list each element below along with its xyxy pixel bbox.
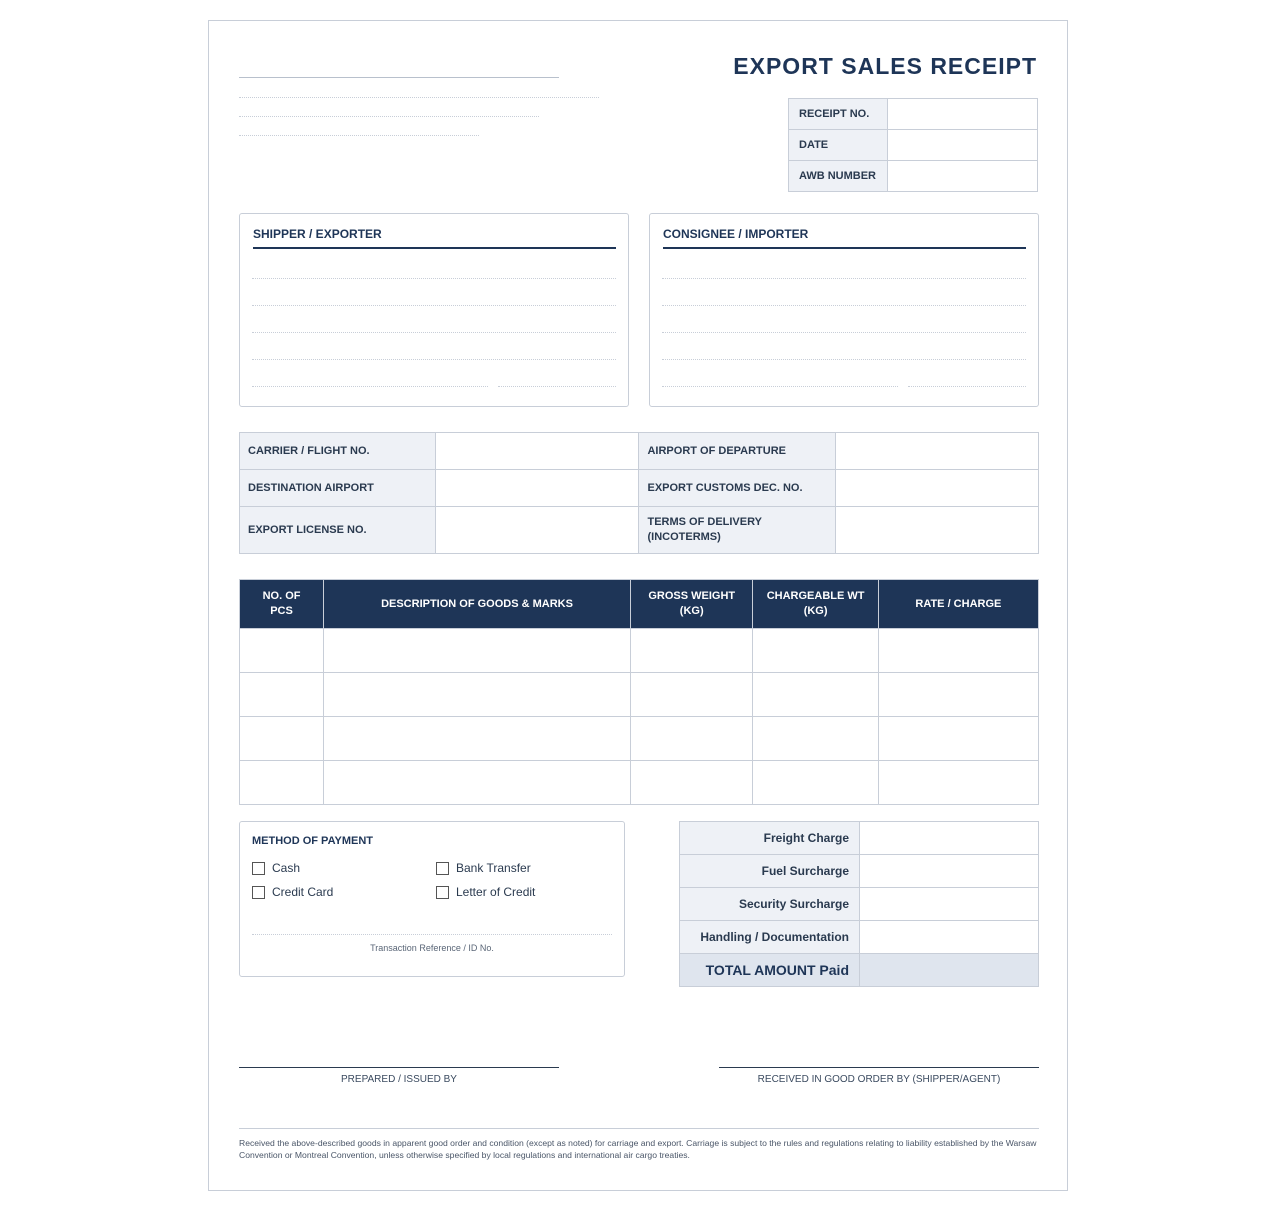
shipper-line[interactable] — [252, 278, 616, 279]
consignee-line[interactable] — [662, 359, 1026, 360]
terms-of-delivery-field[interactable] — [835, 507, 1038, 554]
table-cell[interactable] — [240, 761, 324, 805]
table-cell[interactable] — [631, 761, 753, 805]
company-contact-line[interactable] — [239, 135, 479, 136]
table-cell[interactable] — [324, 673, 631, 717]
table-cell[interactable] — [878, 629, 1038, 673]
table-row — [240, 761, 1039, 805]
table-cell[interactable] — [753, 717, 878, 761]
col-charge-line-2: (KG) — [803, 605, 828, 617]
carrier-flight-field[interactable] — [436, 433, 639, 470]
col-header-rate: RATE / CHARGE — [878, 580, 1038, 629]
table-row — [240, 717, 1039, 761]
shipper-box — [239, 213, 629, 407]
meta-row-awb — [789, 161, 1038, 192]
table-cell[interactable] — [324, 717, 631, 761]
company-name-line[interactable] — [239, 77, 559, 78]
charges-table — [679, 821, 1039, 987]
receipt-page — [208, 20, 1068, 1191]
carrier-flight-label: CARRIER / FLIGHT NO. — [240, 433, 436, 470]
payment-option-credit-card[interactable] — [252, 885, 333, 899]
consignee-line[interactable] — [662, 332, 1026, 333]
consignee-line[interactable] — [662, 278, 1026, 279]
payment-method-box — [239, 821, 625, 977]
col-charge-line-1: CHARGEABLE WT — [766, 590, 865, 602]
consignee-line[interactable] — [662, 305, 1026, 306]
cash-label: Cash — [272, 861, 301, 875]
table-cell[interactable] — [753, 673, 878, 717]
table-cell[interactable] — [240, 717, 324, 761]
col-pcs-line-1: NO. OF — [262, 590, 301, 602]
shipper-city-line[interactable] — [252, 386, 488, 387]
terms-line-1: TERMS OF DELIVERY — [647, 516, 762, 528]
company-address-line[interactable] — [239, 116, 539, 117]
meta-row-receipt-no — [789, 99, 1038, 130]
payment-option-bank-transfer[interactable] — [436, 861, 531, 875]
shipper-line[interactable] — [252, 305, 616, 306]
fuel-surcharge-field[interactable] — [860, 855, 1039, 888]
destination-airport-label: DESTINATION AIRPORT — [240, 470, 436, 507]
consignee-city-line[interactable] — [662, 386, 898, 387]
handling-label: Handling / Documentation — [680, 921, 860, 954]
consignee-box — [649, 213, 1039, 407]
departure-airport-label: AIRPORT OF DEPARTURE — [639, 433, 835, 470]
table-cell[interactable] — [240, 673, 324, 717]
meta-row-date — [789, 130, 1038, 161]
shipper-line[interactable] — [252, 332, 616, 333]
export-license-field[interactable] — [436, 507, 639, 554]
bank-transfer-label: Bank Transfer — [456, 861, 531, 875]
table-cell[interactable] — [753, 761, 878, 805]
export-license-label: EXPORT LICENSE NO. — [240, 507, 436, 554]
table-cell[interactable] — [631, 717, 753, 761]
footer-divider — [239, 1128, 1039, 1129]
received-by-signature[interactable]: RECEIVED IN GOOD ORDER BY (SHIPPER/AGENT) — [719, 1067, 1039, 1085]
awb-number-label: AWB NUMBER — [789, 161, 888, 192]
letter-of-credit-label: Letter of Credit — [456, 885, 536, 899]
company-address-line[interactable] — [239, 97, 599, 98]
departure-airport-field[interactable] — [835, 433, 1038, 470]
table-cell[interactable] — [324, 761, 631, 805]
credit-card-checkbox[interactable] — [252, 886, 265, 899]
receipt-no-label: RECEIPT NO. — [789, 99, 888, 130]
shipper-country-line[interactable] — [498, 386, 616, 387]
consignee-header: CONSIGNEE / IMPORTER — [663, 227, 1026, 249]
handling-field[interactable] — [860, 921, 1039, 954]
table-row — [240, 629, 1039, 673]
total-amount-field[interactable] — [860, 954, 1039, 987]
table-cell[interactable] — [878, 673, 1038, 717]
awb-number-field[interactable] — [888, 161, 1038, 192]
date-label: DATE — [789, 130, 888, 161]
freight-charge-field[interactable] — [860, 822, 1039, 855]
date-field[interactable] — [888, 130, 1038, 161]
terms-of-delivery-label — [639, 507, 835, 554]
table-cell[interactable] — [324, 629, 631, 673]
footer-note: Received the above-described goods in apparent good order and condition (except as noted) for carriage and export. Carriage is subject to the rules and regulations relating to liability established by the Warsaw Convention or Montreal Convention, unless otherwise specified by local regulations and international air cargo treaties. — [239, 1138, 1037, 1160]
table-cell[interactable] — [753, 629, 878, 673]
payment-option-letter-of-credit[interactable] — [436, 885, 535, 899]
credit-card-label: Credit Card — [272, 885, 334, 899]
payment-method-title: METHOD OF PAYMENT — [252, 835, 374, 847]
payment-option-cash[interactable] — [252, 861, 300, 875]
col-header-chargeable-weight — [753, 580, 878, 629]
col-header-pcs — [240, 580, 324, 629]
shipment-info-table — [239, 432, 1039, 554]
goods-header-row — [240, 580, 1039, 629]
shipper-header: SHIPPER / EXPORTER — [253, 227, 616, 249]
col-pcs-line-2: PCS — [270, 605, 293, 617]
transaction-reference-line[interactable] — [252, 934, 612, 935]
customs-dec-label: EXPORT CUSTOMS DEC. NO. — [639, 470, 835, 507]
fuel-surcharge-label: Fuel Surcharge — [680, 855, 860, 888]
col-gross-line-2: (KG) — [679, 605, 704, 617]
table-cell[interactable] — [878, 761, 1038, 805]
destination-airport-field[interactable] — [436, 470, 639, 507]
freight-charge-label: Freight Charge — [680, 822, 860, 855]
col-header-description: DESCRIPTION OF GOODS & MARKS — [324, 580, 631, 629]
consignee-country-line[interactable] — [908, 386, 1026, 387]
col-gross-line-1: GROSS WEIGHT — [648, 590, 736, 602]
bank-transfer-checkbox[interactable] — [436, 862, 449, 875]
security-surcharge-field[interactable] — [860, 888, 1039, 921]
document-title: EXPORT SALES RECEIPT — [733, 53, 1037, 79]
customs-dec-field[interactable] — [835, 470, 1038, 507]
terms-line-2: (INCOTERMS) — [647, 531, 721, 543]
table-cell[interactable] — [240, 629, 324, 673]
table-cell[interactable] — [878, 717, 1038, 761]
cash-checkbox[interactable] — [252, 862, 265, 875]
receipt-meta-table — [788, 98, 1038, 192]
letter-of-credit-checkbox[interactable] — [436, 886, 449, 899]
table-cell[interactable] — [631, 673, 753, 717]
goods-table — [239, 579, 1039, 805]
transaction-reference-label: Transaction Reference / ID No. — [370, 943, 494, 953]
total-amount-label: TOTAL AMOUNT Paid — [680, 954, 860, 987]
security-surcharge-label: Security Surcharge — [680, 888, 860, 921]
prepared-by-signature[interactable]: PREPARED / ISSUED BY — [239, 1067, 559, 1085]
receipt-no-field[interactable] — [888, 99, 1038, 130]
col-header-gross-weight — [631, 580, 753, 629]
table-row — [240, 673, 1039, 717]
shipper-line[interactable] — [252, 359, 616, 360]
table-cell[interactable] — [631, 629, 753, 673]
